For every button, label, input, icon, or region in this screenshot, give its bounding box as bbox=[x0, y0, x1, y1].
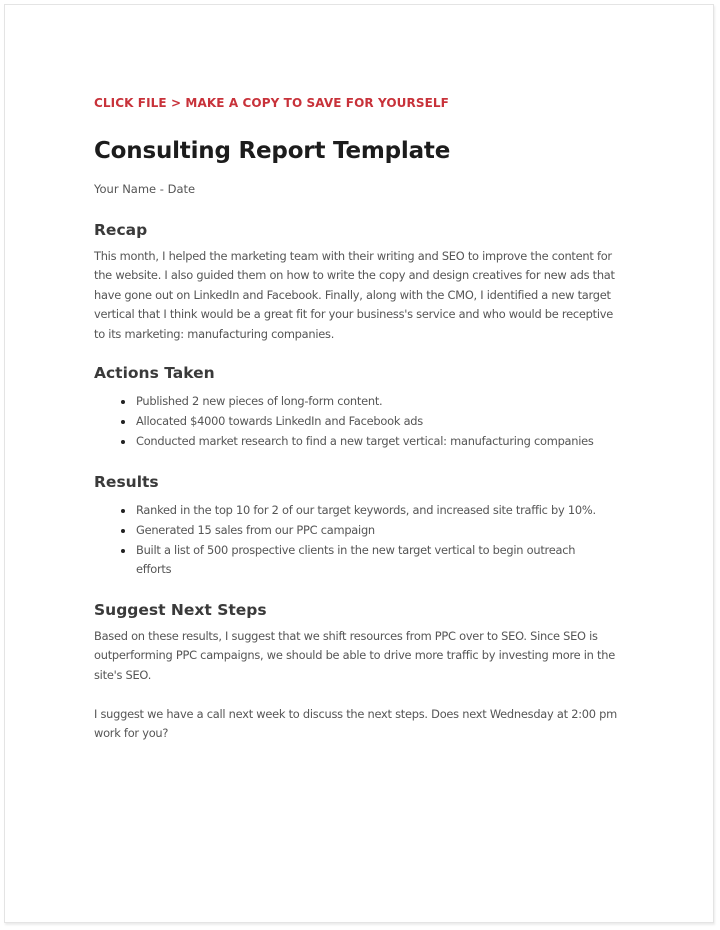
list-item bbox=[94, 412, 644, 432]
next-steps-paragraph-2 bbox=[94, 705, 639, 744]
results-list bbox=[94, 501, 644, 580]
bullet-icon bbox=[121, 440, 125, 444]
list-item-text: Published 2 new pieces of long-form content. bbox=[136, 394, 383, 408]
paragraph-line: outperforming PPC campaigns, we should be able to drive more traffic by investing more in the bbox=[94, 648, 615, 663]
paragraph-line: I suggest we have a call next week to discuss the next steps. Does next Wednesday at 2:00 pm bbox=[94, 707, 617, 721]
recap-line: to its marketing: manufacturing companies. bbox=[94, 326, 335, 341]
next-steps-heading: Suggest Next Steps bbox=[94, 601, 267, 619]
paragraph-line: Based on these results, I suggest that we shift resources from PPC over to SEO. Since SEO is bbox=[94, 629, 598, 643]
recap-line: have gone out on LinkedIn and Facebook. Finally, along with the CMO, I identified a new target bbox=[94, 287, 611, 302]
author-date-line: Your Name - Date bbox=[94, 182, 196, 196]
recap-line: vertical that I think would be a great fit for your business's service and who would be receptive bbox=[94, 307, 613, 322]
actions-taken-heading: Actions Taken bbox=[94, 364, 215, 382]
document-title: Consulting Report Template bbox=[94, 138, 451, 164]
recap-paragraph bbox=[94, 247, 639, 344]
paragraph-line: site's SEO. bbox=[94, 667, 152, 682]
list-item bbox=[94, 432, 644, 452]
list-item-text: efforts bbox=[136, 562, 172, 577]
recap-line: the website. I also guided them on how to write the copy and design creatives for new ads that bbox=[94, 268, 615, 283]
list-item bbox=[94, 501, 644, 521]
list-item-text: Built a list of 500 prospective clients in the new target vertical to begin outreach bbox=[136, 542, 576, 557]
bullet-icon bbox=[121, 509, 125, 513]
document-page bbox=[4, 4, 714, 923]
next-steps-paragraph-1 bbox=[94, 627, 639, 685]
list-item-text: Allocated $4000 towards LinkedIn and Facebook ads bbox=[136, 413, 423, 428]
paragraph-line: work for you? bbox=[94, 726, 169, 741]
list-item bbox=[94, 541, 644, 581]
list-item-text: Conducted market research to find a new target vertical: manufacturing companies bbox=[136, 433, 594, 448]
list-item-text: Ranked in the top 10 for 2 of our target keywords, and increased site traffic by 10%. bbox=[136, 503, 596, 517]
bullet-icon bbox=[121, 400, 125, 404]
actions-list bbox=[94, 392, 644, 451]
recap-heading: Recap bbox=[94, 221, 148, 239]
list-item bbox=[94, 392, 644, 412]
bullet-icon bbox=[121, 549, 125, 553]
bullet-icon bbox=[121, 529, 125, 533]
recap-line: This month, I helped the marketing team with their writing and SEO to improve the content for bbox=[94, 249, 612, 263]
bullet-icon bbox=[121, 420, 125, 424]
list-item bbox=[94, 521, 644, 541]
copy-notice: CLICK FILE > MAKE A COPY TO SAVE FOR YOURSELF bbox=[94, 96, 449, 110]
results-heading: Results bbox=[94, 473, 159, 491]
list-item-text: Generated 15 sales from our PPC campaign bbox=[136, 522, 375, 537]
